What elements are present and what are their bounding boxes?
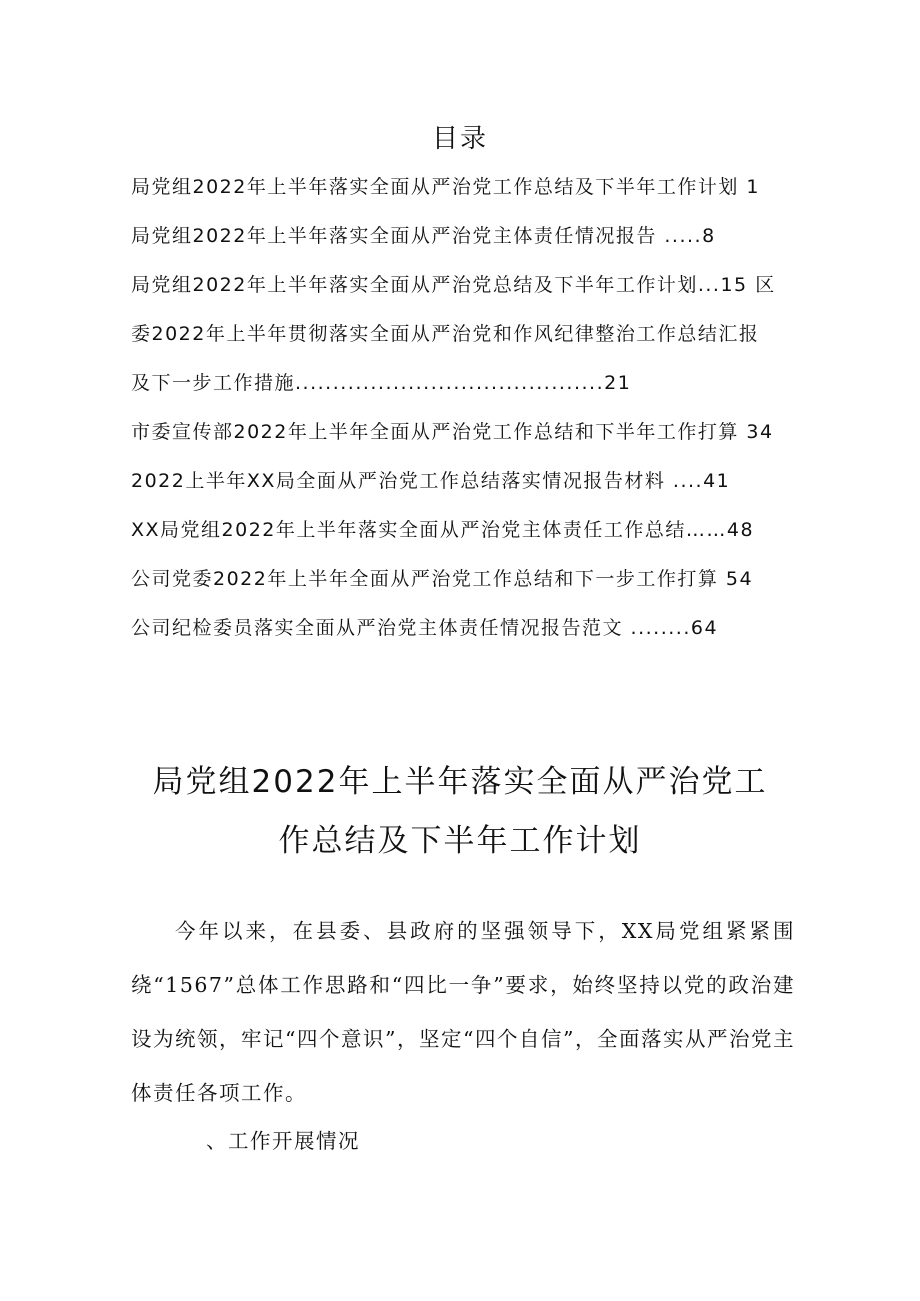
toc-entry[interactable]: 公司党委2022年上半年全面从严治党工作总结和下一步工作打算 54 [131, 568, 754, 590]
toc-entry[interactable]: 局党组2022年上半年落实全面从严治党总结及下半年工作计划...15 区 [131, 274, 776, 296]
toc-entry[interactable]: 2022上半年XX局全面从严治党工作总结落实情况报告材料 ....41 [131, 470, 731, 492]
toc-entry[interactable]: XX局党组2022年上半年落实全面从严治党主体责任工作总结……48 [131, 519, 755, 541]
toc-entry[interactable]: 局党组2022年上半年落实全面从严治党主体责任情况报告 .....8 [131, 225, 716, 247]
toc-entry[interactable]: 局党组2022年上半年落实全面从严治党工作总结及下半年工作计划 1 [131, 176, 760, 198]
document-title-line-1: 局党组2022年上半年落实全面从严治党工 [152, 764, 768, 800]
document-title-line-2: 作总结及下半年工作计划 [278, 823, 642, 859]
toc-entry[interactable]: 市委宣传部2022年上半年全面从严治党工作总结和下半年工作打算 34 [131, 421, 774, 443]
intro-paragraph: 今年以来，在县委、县政府的坚强领导下，XX局党组紧紧围绕“1567”总体工作思路和“四比一争”要求，始终坚持以党的政治建设为统领，牢记“四个意识”，坚定“四个自信”，全面落实从严治党主体责任各项工作。 [131, 919, 795, 1105]
toc-title: 目录 [431, 124, 488, 154]
toc-entry[interactable]: 委2022年上半年贯彻落实全面从严治党和作风纪律整治工作总结汇报 [131, 323, 760, 345]
section-heading: 、工作开展情况 [206, 1129, 360, 1153]
toc-entry[interactable]: 及下一步工作措施.........................................21 [131, 372, 632, 394]
table-of-contents [131, 172, 801, 662]
toc-entry[interactable]: 公司纪检委员落实全面从严治党主体责任情况报告范文 ........64 [131, 617, 719, 639]
